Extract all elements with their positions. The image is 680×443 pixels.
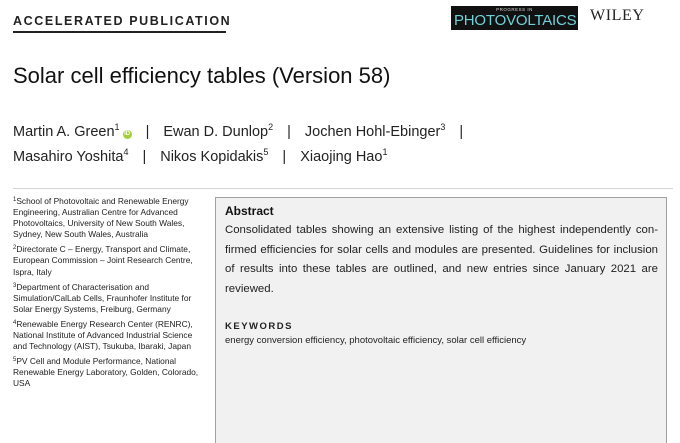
affiliation-number: 1 [13, 197, 17, 203]
affiliation [13, 356, 201, 389]
author[interactable] [300, 149, 387, 165]
affiliation-text: School of Photovoltaic and Renewable Energy Engineering, Australian Centre for Advanced Photovoltaics, University of New South Wales, Sydney, New South Wales, Australia [13, 196, 189, 240]
affiliation-text: PV Cell and Module Performance, National Renewable Energy Laboratory, Golden, Colorado, USA [13, 356, 199, 389]
author[interactable] [305, 124, 445, 140]
affiliation-text: Renewable Energy Research Center (RENRC), National Institute of Advanced Industrial Science and Technology (AIST), Tsukuba, Ibaraki, Japan [13, 318, 193, 352]
abstract-text: Consolidated tables showing an extensive listing of the highest independently confirmed efficiencies for solar cells and modules are presented. Guidelines for inclusion of results into these tables are outlined, and new entries since January 2021 are reviewed. [225, 224, 658, 295]
journal-logo-main-text: PHOTOVOLTAICS [454, 12, 577, 29]
affiliation-list [13, 196, 201, 394]
orcid-icon[interactable]: iD [124, 131, 131, 137]
affiliation [13, 244, 201, 277]
author-name: Masahiro Yoshita [13, 149, 124, 165]
author-affil-ref: 4 [123, 147, 129, 157]
article-title: Solar cell efficiency tables (Version 58) [13, 63, 391, 88]
author-affil-ref: 3 [440, 122, 446, 132]
author[interactable] [13, 124, 132, 140]
abstract-box [215, 197, 667, 443]
author-name: Xiaojing Hao [300, 149, 383, 165]
section-underline [13, 31, 226, 33]
affiliation [13, 196, 201, 240]
author-name: Nikos Kopidakis [160, 149, 264, 165]
author[interactable] [13, 149, 128, 165]
affiliation-text: Department of Characterisation and Simulation/CalLab Cells, Fraunhofer Institute for Solar Energy Systems, Freiburg, Germany [13, 281, 192, 314]
author[interactable] [160, 149, 268, 165]
affiliation [13, 319, 201, 352]
keywords-text: energy conversion efficiency, photovoltaic efficiency, solar cell efficiency [225, 335, 527, 346]
affiliation-number: 2 [13, 245, 17, 252]
author-affil-ref: 2 [268, 122, 274, 132]
affiliation-text: Directorate C – Energy, Transport and Climate, European Commission – Joint Research Centre, Ispra, Italy [13, 244, 193, 277]
author-list [13, 120, 673, 170]
publisher-logo[interactable]: WILEY [590, 7, 645, 24]
author[interactable] [163, 124, 273, 140]
header-divider [13, 188, 673, 189]
journal-logo[interactable] [451, 6, 578, 30]
author-affil-ref: 1 [114, 122, 120, 132]
author-separator: | [282, 149, 287, 165]
author-affil-ref: 1 [382, 147, 388, 157]
affiliation-number: 5 [13, 357, 17, 364]
author-separator: | [145, 124, 150, 140]
keywords-heading: KEYWORDS [225, 321, 293, 332]
affiliation-number: 4 [13, 319, 17, 326]
affiliation-number: 3 [13, 282, 17, 289]
author-separator: | [459, 124, 464, 140]
abstract-heading: Abstract [225, 204, 274, 218]
journal-logo-small-text: PROGRESS IN [496, 7, 533, 12]
author-name: Martin A. Green [13, 124, 115, 140]
author-affil-ref: 5 [263, 147, 269, 157]
author-name: Ewan D. Dunlop [163, 124, 269, 140]
author-separator: | [142, 149, 147, 165]
author-separator: | [287, 124, 291, 140]
affiliation [13, 282, 201, 315]
section-label: ACCELERATED PUBLICATION [13, 14, 232, 28]
author-name: Jochen Hohl-Ebinger [304, 124, 441, 140]
